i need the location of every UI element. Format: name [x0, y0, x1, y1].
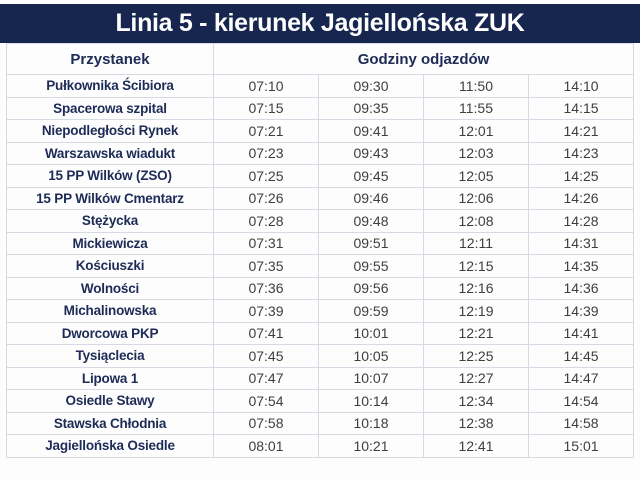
time-cell: 12:38 — [424, 412, 529, 435]
time-cell: 07:25 — [214, 165, 319, 188]
time-cell: 07:45 — [214, 345, 319, 368]
time-cell: 09:30 — [319, 75, 424, 98]
time-cell: 14:36 — [529, 277, 634, 300]
time-cell: 14:47 — [529, 367, 634, 390]
stop-cell: Stężycka — [7, 210, 214, 233]
time-cell: 12:05 — [424, 165, 529, 188]
time-cell: 12:08 — [424, 210, 529, 233]
time-cell: 07:26 — [214, 187, 319, 210]
stop-cell: Dworcowa PKP — [7, 322, 214, 345]
header-row — [7, 44, 634, 75]
time-cell: 12:19 — [424, 300, 529, 323]
time-cell: 07:31 — [214, 232, 319, 255]
time-cell: 14:58 — [529, 412, 634, 435]
time-cell: 14:41 — [529, 322, 634, 345]
time-cell: 14:31 — [529, 232, 634, 255]
time-cell: 07:58 — [214, 412, 319, 435]
time-cell: 12:34 — [424, 390, 529, 413]
time-cell: 07:28 — [214, 210, 319, 233]
table-row — [7, 435, 634, 458]
stop-cell: Mickiewicza — [7, 232, 214, 255]
time-cell: 10:18 — [319, 412, 424, 435]
time-cell: 12:06 — [424, 187, 529, 210]
table-row — [7, 300, 634, 323]
time-cell: 14:25 — [529, 165, 634, 188]
stop-cell: 15 PP Wilków Cmentarz — [7, 187, 214, 210]
time-cell: 09:55 — [319, 255, 424, 278]
stop-column-header: Przystanek — [7, 44, 214, 75]
time-cell: 11:50 — [424, 75, 529, 98]
time-cell: 09:35 — [319, 97, 424, 120]
stop-cell: 15 PP Wilków (ZSO) — [7, 165, 214, 188]
stop-cell: Spacerowa szpital — [7, 97, 214, 120]
table-row — [7, 277, 634, 300]
stop-cell: Niepodległości Rynek — [7, 120, 214, 143]
time-cell: 07:23 — [214, 142, 319, 165]
table-row — [7, 142, 634, 165]
time-cell: 12:15 — [424, 255, 529, 278]
time-cell: 07:39 — [214, 300, 319, 323]
time-cell: 15:01 — [529, 435, 634, 458]
stop-cell: Lipowa 1 — [7, 367, 214, 390]
time-cell: 10:07 — [319, 367, 424, 390]
table-row — [7, 412, 634, 435]
time-cell: 09:51 — [319, 232, 424, 255]
stop-cell: Warszawska wiadukt — [7, 142, 214, 165]
time-cell: 14:15 — [529, 97, 634, 120]
time-cell: 09:46 — [319, 187, 424, 210]
time-cell: 12:16 — [424, 277, 529, 300]
stop-cell: Stawska Chłodnia — [7, 412, 214, 435]
time-cell: 09:43 — [319, 142, 424, 165]
table-row — [7, 165, 634, 188]
stop-cell: Pułkownika Ścibiora — [7, 75, 214, 98]
table-row — [7, 232, 634, 255]
time-cell: 07:35 — [214, 255, 319, 278]
time-cell: 14:54 — [529, 390, 634, 413]
table-header — [7, 44, 634, 75]
page-title: Linia 5 - kierunek Jagiellońska ZUK — [115, 9, 525, 37]
table-row — [7, 345, 634, 368]
time-cell: 10:21 — [319, 435, 424, 458]
table-row — [7, 75, 634, 98]
table-row — [7, 390, 634, 413]
stop-cell: Wolności — [7, 277, 214, 300]
time-cell: 10:14 — [319, 390, 424, 413]
time-cell: 07:54 — [214, 390, 319, 413]
time-cell: 09:56 — [319, 277, 424, 300]
table-body — [7, 75, 634, 458]
time-cell: 12:41 — [424, 435, 529, 458]
table-row — [7, 120, 634, 143]
table-row — [7, 322, 634, 345]
time-cell: 09:41 — [319, 120, 424, 143]
timetable-container — [6, 43, 633, 458]
stop-cell: Michalinowska — [7, 300, 214, 323]
time-cell: 14:39 — [529, 300, 634, 323]
table-row — [7, 255, 634, 278]
time-cell: 07:47 — [214, 367, 319, 390]
time-cell: 12:03 — [424, 142, 529, 165]
time-cell: 10:01 — [319, 322, 424, 345]
time-cell: 14:45 — [529, 345, 634, 368]
time-cell: 07:15 — [214, 97, 319, 120]
table-row — [7, 97, 634, 120]
time-cell: 12:27 — [424, 367, 529, 390]
time-cell: 10:05 — [319, 345, 424, 368]
time-cell: 07:36 — [214, 277, 319, 300]
time-cell: 12:25 — [424, 345, 529, 368]
table-row — [7, 367, 634, 390]
times-column-header: Godziny odjazdów — [214, 44, 634, 75]
stop-cell: Osiedle Stawy — [7, 390, 214, 413]
departures-table — [6, 43, 634, 458]
time-cell: 11:55 — [424, 97, 529, 120]
time-cell: 09:48 — [319, 210, 424, 233]
time-cell: 12:01 — [424, 120, 529, 143]
stop-cell: Tysiąclecia — [7, 345, 214, 368]
time-cell: 14:21 — [529, 120, 634, 143]
time-cell: 07:41 — [214, 322, 319, 345]
time-cell: 14:28 — [529, 210, 634, 233]
time-cell: 14:35 — [529, 255, 634, 278]
time-cell: 14:10 — [529, 75, 634, 98]
time-cell: 07:10 — [214, 75, 319, 98]
time-cell: 14:23 — [529, 142, 634, 165]
time-cell: 14:26 — [529, 187, 634, 210]
table-row — [7, 187, 634, 210]
time-cell: 12:11 — [424, 232, 529, 255]
title-bar — [0, 4, 640, 43]
time-cell: 12:21 — [424, 322, 529, 345]
stop-cell: Kościuszki — [7, 255, 214, 278]
table-row — [7, 210, 634, 233]
time-cell: 09:59 — [319, 300, 424, 323]
time-cell: 08:01 — [214, 435, 319, 458]
time-cell: 09:45 — [319, 165, 424, 188]
time-cell: 07:21 — [214, 120, 319, 143]
stop-cell: Jagiellońska Osiedle — [7, 435, 214, 458]
